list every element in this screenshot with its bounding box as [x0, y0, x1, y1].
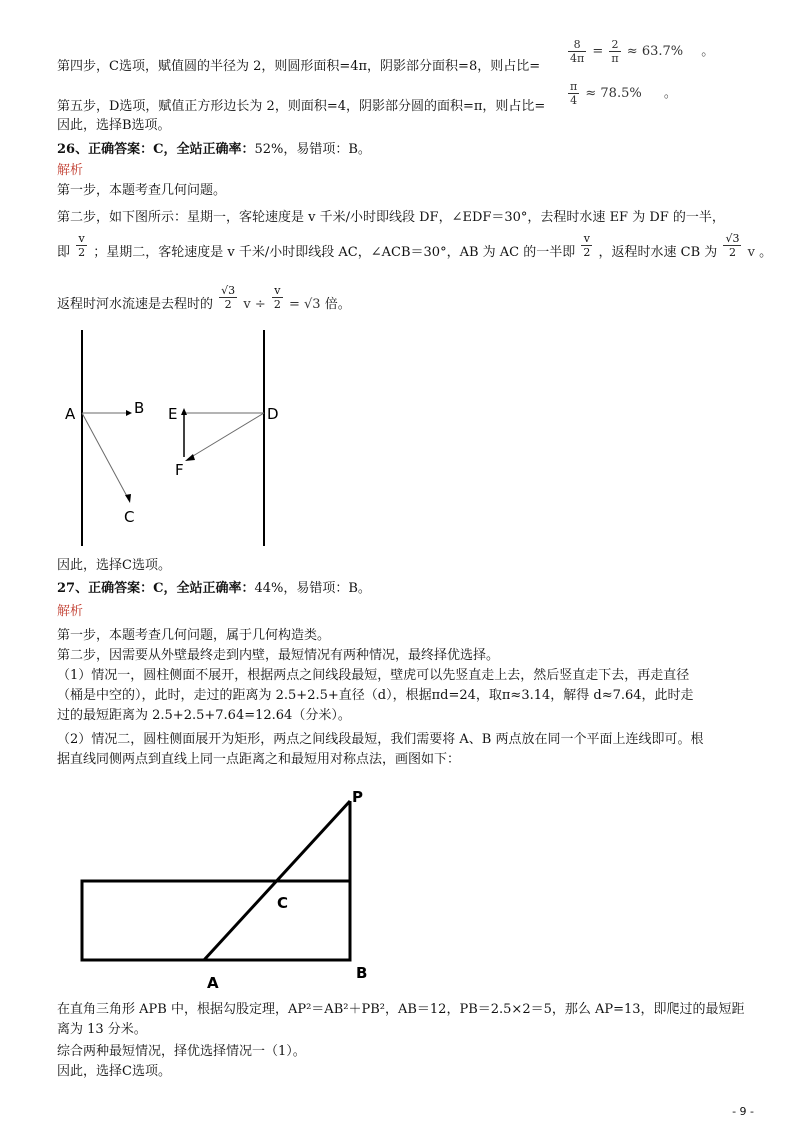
q27-right-triangle-line1: 在直角三角形 APB 中，根据勾股定理，AP²＝AB²＋PB²，AB＝12，PB＝2.5×2＝5，那么 AP=13，即爬过的最短距 — [57, 1002, 745, 1017]
q27-step1: 第一步，本题考查几何问题，属于几何构造类。 — [57, 628, 331, 643]
label-a2: A — [207, 974, 219, 992]
label-e: E — [168, 405, 178, 423]
label-c: C — [124, 508, 135, 526]
step4-formula: $\frac{8}{4\pi}$ = $\frac{2}{\pi}$ ≈ 63.7% 。 — [570, 38, 715, 65]
q26-analysis-label: 解析 — [57, 163, 84, 178]
conclusion-c2: 因此，选择C选项。 — [57, 1064, 171, 1079]
conclusion-c1: 因此，选择C选项。 — [57, 558, 171, 573]
label-b: B — [134, 399, 145, 417]
q27-case1-line3: 过的最短距离为 2.5+2.5+7.64=12.64（分米）。 — [57, 708, 351, 723]
label-p: P — [352, 788, 363, 806]
frac-sqrt3-over-2-b: $\frac{√3}{2}$ — [221, 284, 236, 311]
label-f: F — [175, 461, 184, 479]
q27-step2: 第二步，因需要从外壁最终走到内壁，最短情况有两种情况，最终择优选择。 — [57, 648, 500, 663]
label-d: D — [267, 405, 279, 423]
step5-formula: $\frac{\pi}{4}$ ≈ 78.5% 。 — [570, 80, 677, 107]
step4-fraction-1: $\frac{8}{4\pi}$ — [570, 38, 585, 65]
frac-v-over-2-b: $\frac{v}{2}$ — [583, 232, 591, 259]
q26-answer: 26、正确答案：C，全站正确率：52%，易错项：B。 — [57, 142, 371, 157]
q27-case1-line1: （1）情况一，圆柱侧面不展开，根据两点之间线段最短，壁虎可以先竖直走上去，然后竖直走下去，再走直径 — [57, 668, 690, 683]
frac-v-over-2-a: $\frac{v}{2}$ — [78, 232, 86, 259]
frac-v-over-2-c: $\frac{v}{2}$ — [273, 284, 281, 311]
q27-case2-line2: 据直线同侧两点到直线上同一点距离之和最短用对称点法，画图如下： — [57, 752, 461, 767]
conclusion-b: 因此，选择B选项。 — [57, 118, 171, 133]
label-a: A — [65, 405, 76, 423]
q26-step2: 第二步，如下图所示：星期一，客轮速度是 v 千米/小时即线段 DF，∠EDF＝30°，去程时水速 EF 为 DF 的一半， — [57, 210, 725, 225]
frac-sqrt3-over-2: $\frac{√3}{2}$ — [725, 232, 740, 259]
q26-step1: 第一步，本题考查几何问题。 — [57, 183, 227, 198]
step5-fraction: $\frac{\pi}{4}$ — [570, 80, 578, 107]
q26-line3: 即 $\frac{v}{2}$ ；星期二，客轮速度是 v 千米/小时即线段 AC，∠ACB＝30°，AB 为 AC 的一半即 $\frac{v}{2}$ ，返程时水速 CB 为 $\frac{√3}{2}$ v 。 — [57, 232, 773, 260]
q27-combined: 综合两种最短情况，择优选择情况一（1）。 — [57, 1044, 306, 1059]
q27-right-triangle-line2: 离为 13 分米。 — [57, 1022, 147, 1037]
q27-answer: 27、正确答案：C，全站正确率：44%，易错项：B。 — [57, 581, 371, 596]
q27-case2-line1: （2）情况二，圆柱侧面展开为矩形，两点之间线段最短，我们需要将 A、B 两点放在同一个平面上连线即可。根 — [57, 732, 704, 747]
q26-line4: 返程时河水流速是去程时的 $\frac{√3}{2}$ v ÷ $\frac{v}{2}$ = √3 倍。 — [57, 284, 351, 312]
step5-text: 第五步，D选项，赋值正方形边长为 2，则面积=4，阴影部分圆的面积=π，则占比= — [57, 99, 546, 114]
page-number: - 9 - — [732, 1105, 754, 1118]
q27-case1-line2: （桶是中空的），此时，走过的距离为 2.5+2.5+直径（d），根据πd=24，取π≈3.14，解得 d≈7.64，此时走 — [57, 688, 694, 703]
step4-fraction-2: $\frac{2}{\pi}$ — [611, 38, 619, 65]
label-b2: B — [356, 964, 368, 982]
q27-analysis-label: 解析 — [57, 604, 84, 619]
step4-text: 第四步，C选项，赋值圆的半径为 2，则圆形面积=4π，阴影部分面积=8，则占比= — [57, 59, 541, 74]
label-c2: C — [277, 894, 289, 912]
